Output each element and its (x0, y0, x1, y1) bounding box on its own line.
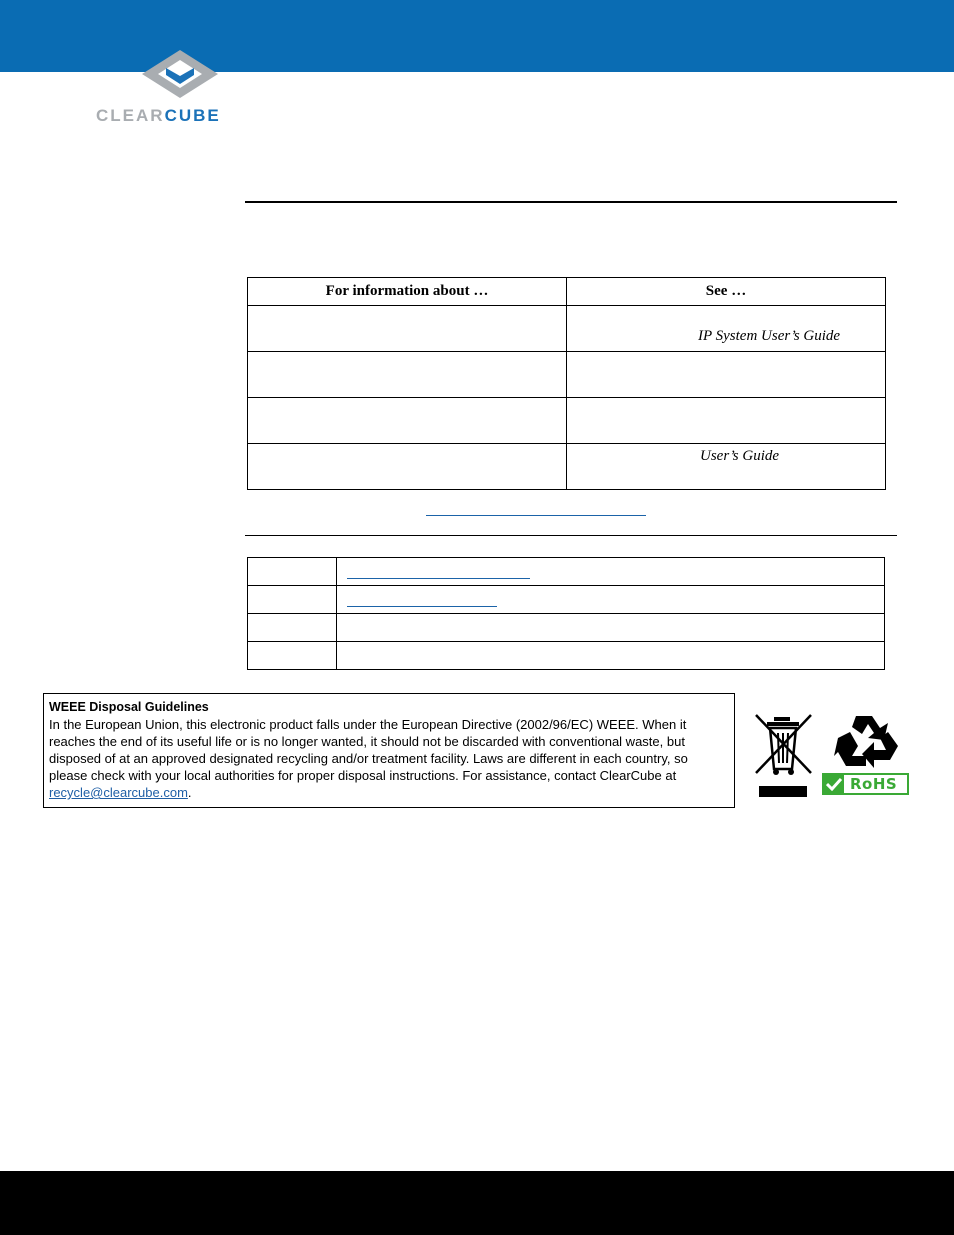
contact-label (248, 586, 337, 614)
website-link[interactable] (426, 515, 646, 516)
column-header: See … (567, 278, 886, 306)
guide-reference: User’s Guide (700, 448, 780, 464)
info-table (247, 277, 886, 490)
footer-band (0, 1171, 954, 1235)
table-row (248, 444, 886, 490)
weee-disposal-box (43, 693, 735, 808)
recycle-icon (832, 712, 902, 770)
contact-label (248, 558, 337, 586)
contact-link[interactable] (347, 606, 497, 607)
table-cell-topic (248, 398, 567, 444)
contact-table (247, 557, 885, 670)
contact-value (337, 558, 885, 586)
table-cell-ref (567, 444, 886, 490)
column-header: For information about … (248, 278, 567, 306)
table-row (248, 352, 886, 398)
table-cell-ref (567, 352, 886, 398)
logo-diamond-icon (142, 50, 218, 98)
contact-value (337, 614, 885, 642)
table-cell-ref (567, 398, 886, 444)
crossed-out-bin-icon (754, 713, 814, 799)
section-divider (245, 201, 897, 203)
contact-link[interactable] (347, 578, 530, 579)
contact-value (337, 642, 885, 670)
weee-title: WEEE Disposal Guidelines (49, 700, 209, 714)
table-row (248, 642, 885, 670)
weee-suffix: . (187, 785, 192, 800)
contact-label (248, 614, 337, 642)
check-icon (824, 775, 844, 793)
contact-label (248, 642, 337, 670)
table-cell-topic (248, 444, 567, 490)
weee-body-text: In the European Union, this electronic product falls under the European Directive (2002/96/EC) WEEE. When it reaches the end of its useful life or is no longer wanted, it should not be discarded with conventional waste, but disposed of at an approved designated recycling and/or treatment facility. Laws are different in each country, so please check with your local authorities for proper disposal instructions. For assistance, contact ClearCube at (49, 717, 688, 783)
rohs-label: RoHS (850, 775, 898, 793)
table-header-row (248, 278, 886, 306)
recycle-email-link[interactable]: recycle@clearcube.com (49, 785, 188, 800)
clearcube-logo (96, 50, 268, 124)
table-row (248, 398, 886, 444)
contact-value (337, 586, 885, 614)
table-row (248, 306, 886, 352)
section-divider (245, 535, 897, 536)
table-row (248, 614, 885, 642)
table-cell-topic (248, 352, 567, 398)
table-row (248, 586, 885, 614)
table-cell-ref (567, 306, 886, 352)
table-row (248, 558, 885, 586)
logo-wordmark: CLEARCUBE (96, 106, 221, 125)
table-cell-topic (248, 306, 567, 352)
rohs-badge (822, 773, 909, 795)
guide-reference: IP System User’s Guide (698, 328, 841, 344)
